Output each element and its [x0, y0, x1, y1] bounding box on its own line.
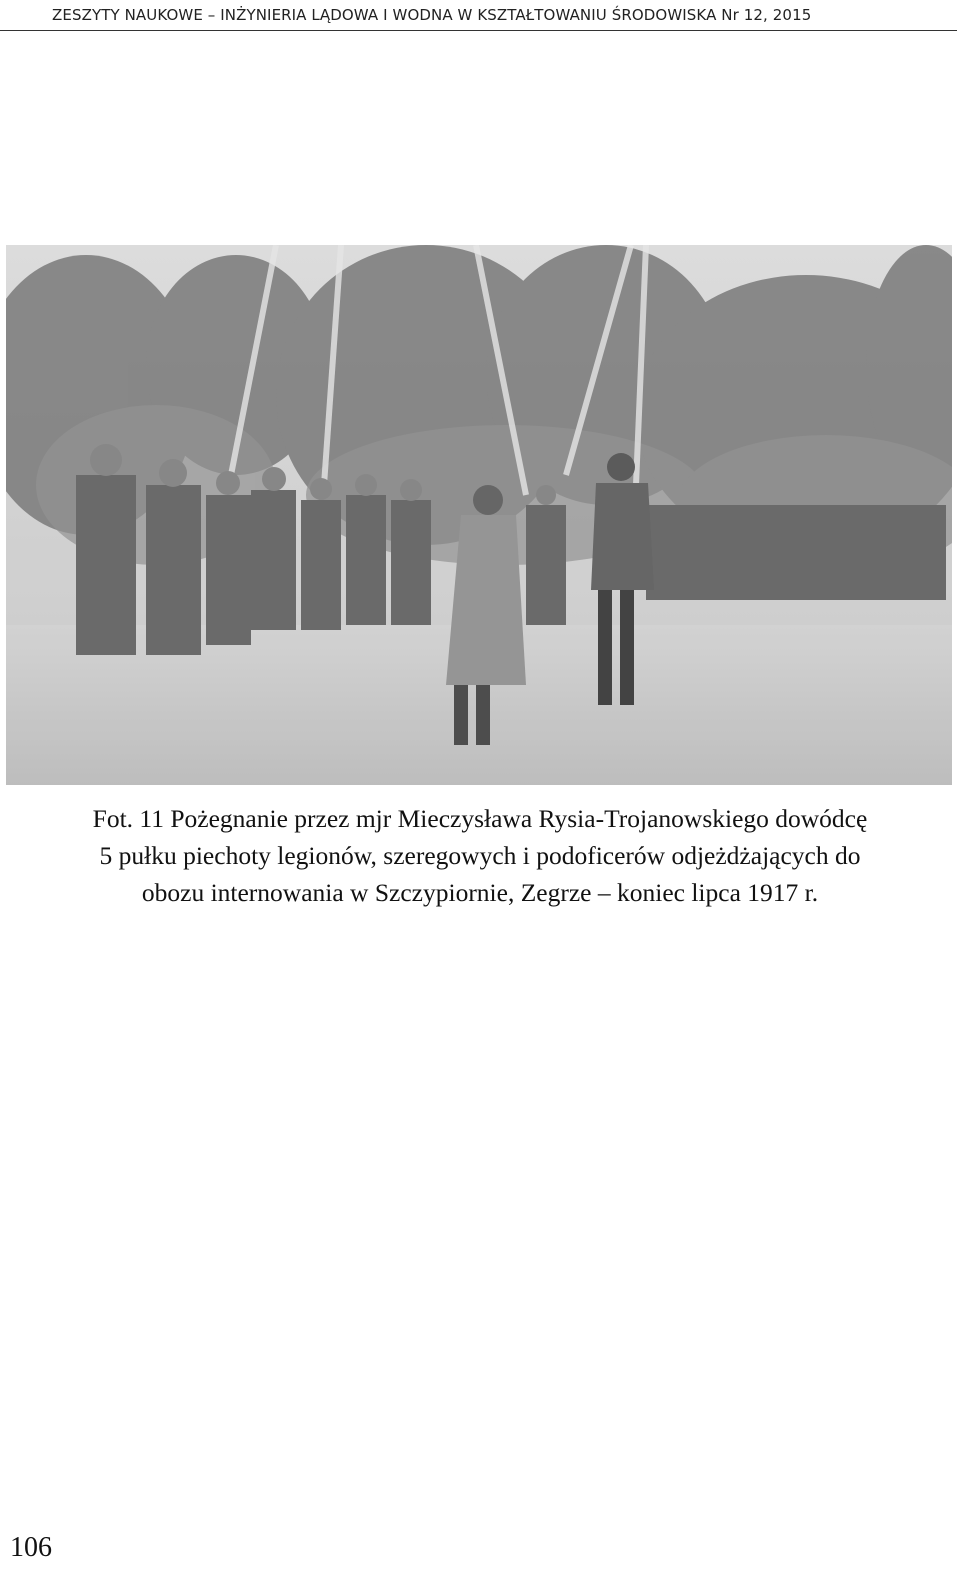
running-header-title: ZESZYTY NAUKOWE – INŻYNIERIA LĄDOWA I WODNA W KSZTAŁTOWANIU ŚRODOWISKA Nr 12, 2015 [52, 6, 812, 24]
caption-line-3: obozu internowania w Szczypiornie, Zegrze – koniec lipca 1917 r. [141, 878, 819, 907]
running-header [0, 0, 957, 31]
historical-photo [6, 245, 952, 785]
page-number: 106 [10, 1532, 52, 1563]
figure-caption [0, 800, 960, 911]
photo-image [6, 245, 952, 785]
caption-line-1: Fot. 11 Pożegnanie przez mjr Mieczysława Rysia-Trojanowskiego dowódcę [92, 804, 868, 833]
caption-line-2: 5 pułku piechoty legionów, szeregowych i podoficerów odjeżdżających do [99, 841, 861, 870]
